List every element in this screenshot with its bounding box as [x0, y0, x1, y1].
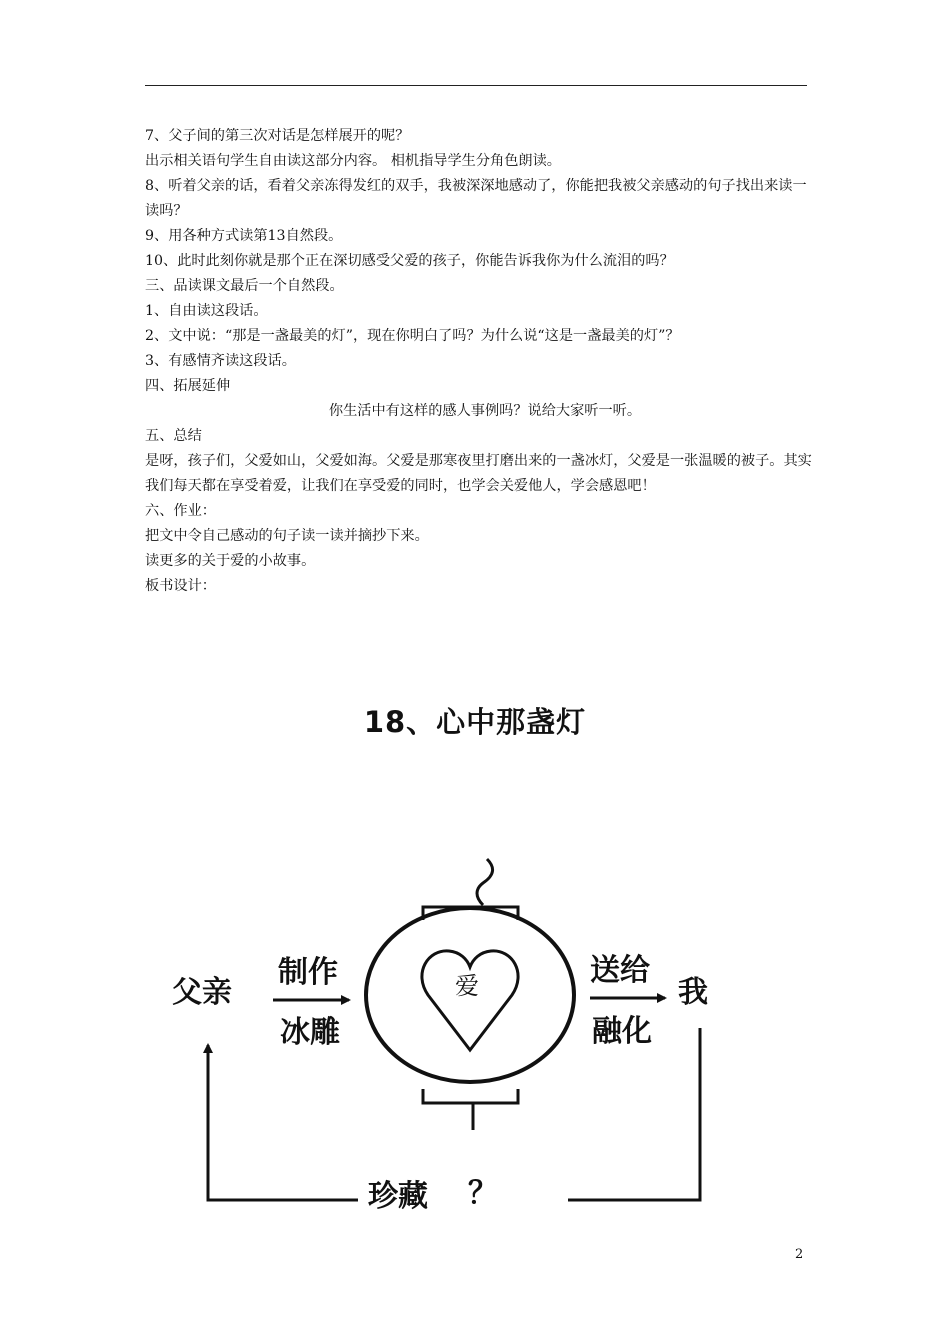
loop-left — [208, 1045, 358, 1200]
paragraph: 出示相关语句学生自由读这部分内容。 相机指导学生分角色朗读。 — [145, 153, 561, 169]
melt-label: 融化 — [592, 1014, 652, 1049]
paragraph: 是呀，孩子们，父爱如山，父爱如海。父爱是那寒夜里打磨出来的一盏冰灯，父爱是一张温暖的被子。其实我们每天都在享受着爱，让我们在享受爱的同时，也学会关爱他人，学会感恩吧！ — [145, 453, 812, 494]
paragraph: 2、文中说：“那是一盏最美的灯”，现在你明白了吗？为什么说“这是一盏最美的灯”？ — [145, 328, 680, 344]
make-label: 制作 — [278, 955, 338, 990]
paragraph: 你生活中有这样的感人事例吗？说给大家听一听。 — [328, 403, 642, 419]
paragraph: 读更多的关于爱的小故事。 — [145, 553, 316, 569]
diagram-drawing — [150, 845, 770, 1225]
lesson-text — [145, 124, 815, 599]
father-label: 父亲 — [172, 975, 232, 1010]
section-heading: 六、作业： — [145, 503, 216, 519]
section-heading: 三、品读课文最后一个自然段。 — [145, 278, 344, 294]
paragraph: 7、父子间的第三次对话是怎样展开的呢？ — [145, 128, 410, 144]
paragraph: 1、自由读这段话。 — [145, 303, 268, 319]
lamp-hook — [477, 859, 493, 905]
give-label: 送给 — [590, 953, 650, 988]
me-label: 我 — [678, 975, 708, 1010]
loop-right — [568, 1028, 700, 1200]
section-heading: 四、拓展延伸 — [145, 378, 231, 394]
question-label: ？ — [468, 1176, 498, 1211]
treasure-label: 珍藏 — [368, 1179, 428, 1214]
section-heading: 五、总结 — [145, 428, 202, 444]
lamp-bottom-bracket — [423, 1089, 518, 1103]
paragraph: 板书设计： — [145, 578, 216, 594]
paragraph: 3、有感情齐读这段话。 — [145, 353, 296, 369]
paragraph: 9、用各种方式读第13自然段。 — [145, 228, 343, 244]
board-title: 18、心中那盏灯 — [363, 705, 587, 739]
paragraph: 8、听着父亲的话，看着父亲冻得发红的双手，我被深深地感动了，你能把我被父亲感动的句子找出来读一读吗？ — [145, 178, 807, 219]
page-number: 2 — [795, 1247, 804, 1262]
heart-icon — [422, 951, 518, 1050]
header-rule — [145, 85, 807, 86]
paragraph: 把文中令自己感动的句子读一读并摘抄下来。 — [145, 528, 429, 544]
ice-carve-label: 冰雕 — [280, 1015, 340, 1050]
board-diagram — [150, 845, 770, 1225]
paragraph: 10、此时此刻你就是那个正在深切感受父爱的孩子，你能告诉我你为什么流泪的吗？ — [145, 253, 674, 269]
love-label: 爱 — [455, 972, 479, 1000]
